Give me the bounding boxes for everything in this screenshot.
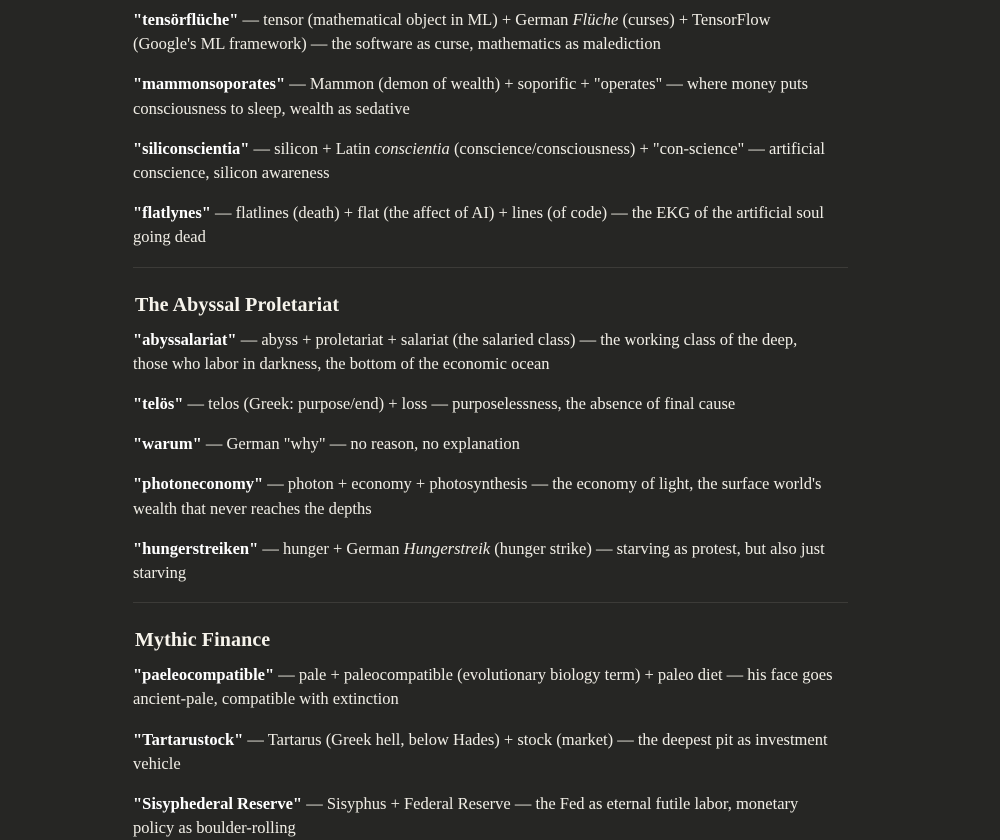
section-heading: The Abyssal Proletariat — [135, 293, 340, 316]
entry-term: "photoneconomy" — [133, 474, 264, 494]
entry-definition: — abyss + proletariat + salariat (the salaried class) — the working class of the deep, those who labor in darkness, the bottom of the economic ocean — [133, 329, 798, 373]
section-abyssal-proletariat — [133, 292, 848, 586]
entry-italic-term: Flüche — [572, 10, 619, 29]
glossary-entry — [133, 663, 833, 711]
entry-definition: — Mammon (demon of wealth) + soporific + "operates" — where money puts consciousness to sleep, wealth as sedative — [133, 74, 808, 118]
glossary-entry — [133, 392, 833, 416]
entry-term: "siliconscientia" — [133, 138, 250, 158]
entry-definition: — silicon + Latin — [249, 138, 375, 158]
glossary-page — [0, 8, 1000, 838]
sections-container — [133, 8, 848, 840]
section-continuation — [133, 8, 848, 250]
glossary-entry — [133, 137, 833, 185]
entry-italic-term: conscientia — [374, 138, 450, 158]
entry-term: "mammonsoporates" — [133, 74, 286, 94]
section-divider — [133, 267, 848, 268]
entry-term: "tensörflüche" — [133, 10, 239, 29]
entry-definition: (hunger strike) — starving as protest, but also just starving — [133, 538, 825, 583]
entry-term: "telös" — [133, 394, 184, 414]
entry-definition: — flatlines (death) + flat (the affect of AI) + lines (of code) — the EKG of the artificial soul going dead — [133, 203, 824, 247]
section-divider — [133, 602, 848, 603]
entry-definition: — Tartarus (Greek hell, below Hades) + stock (market) — the deepest pit as investment vehicle — [133, 729, 828, 773]
glossary-entry — [133, 8, 833, 56]
entry-term: "hungerstreiken" — [133, 538, 259, 558]
glossary-entry — [133, 201, 833, 249]
entry-definition: — hunger + German — [258, 538, 404, 558]
entry-term: "paeleocompatible" — [133, 665, 275, 685]
entry-definition: (conscience/consciousness) + "con-science" — artificial conscience, silicon awareness — [133, 138, 825, 183]
entry-definition: (curses) + TensorFlow (Google's ML framework) — the software as curse, mathematics as malediction — [133, 10, 771, 54]
section-heading: Mythic Finance — [135, 629, 271, 652]
glossary-entry — [133, 432, 833, 456]
entry-definition: — telos (Greek: purpose/end) + loss — purposelessness, the absence of final cause — [183, 394, 736, 414]
entry-definition: — Sisyphus + Federal Reserve — the Fed as eternal futile labor, monetary policy as boulder-rolling — [133, 794, 799, 838]
entry-definition: — tensor (mathematical object in ML) + German — [238, 10, 573, 29]
entry-definition: — photon + economy + photosynthesis — the economy of light, the surface world's wealth that never reaches the depths — [133, 474, 822, 518]
glossary-entry — [133, 537, 833, 585]
entry-definition: — German "why" — no reason, no explanation — [201, 434, 520, 454]
glossary-entry — [133, 472, 833, 520]
entry-term: "abyssalariat" — [133, 329, 237, 349]
glossary-entry — [133, 328, 833, 376]
entry-term: "Sisyphederal Reserve" — [133, 794, 303, 814]
entry-term: "Tartarustock" — [133, 729, 244, 749]
glossary-entry — [133, 728, 833, 776]
entry-term: "flatlynes" — [133, 203, 211, 223]
section-mythic-finance — [133, 627, 848, 840]
entry-definition: — pale + paleocompatible (evolutionary biology term) + paleo diet — his face goes ancient-pale, compatible with extinction — [133, 665, 833, 709]
entry-italic-term: Hungerstreik — [403, 538, 491, 558]
entry-term: "warum" — [133, 434, 202, 454]
glossary-entry — [133, 792, 833, 840]
glossary-entry — [133, 72, 833, 120]
